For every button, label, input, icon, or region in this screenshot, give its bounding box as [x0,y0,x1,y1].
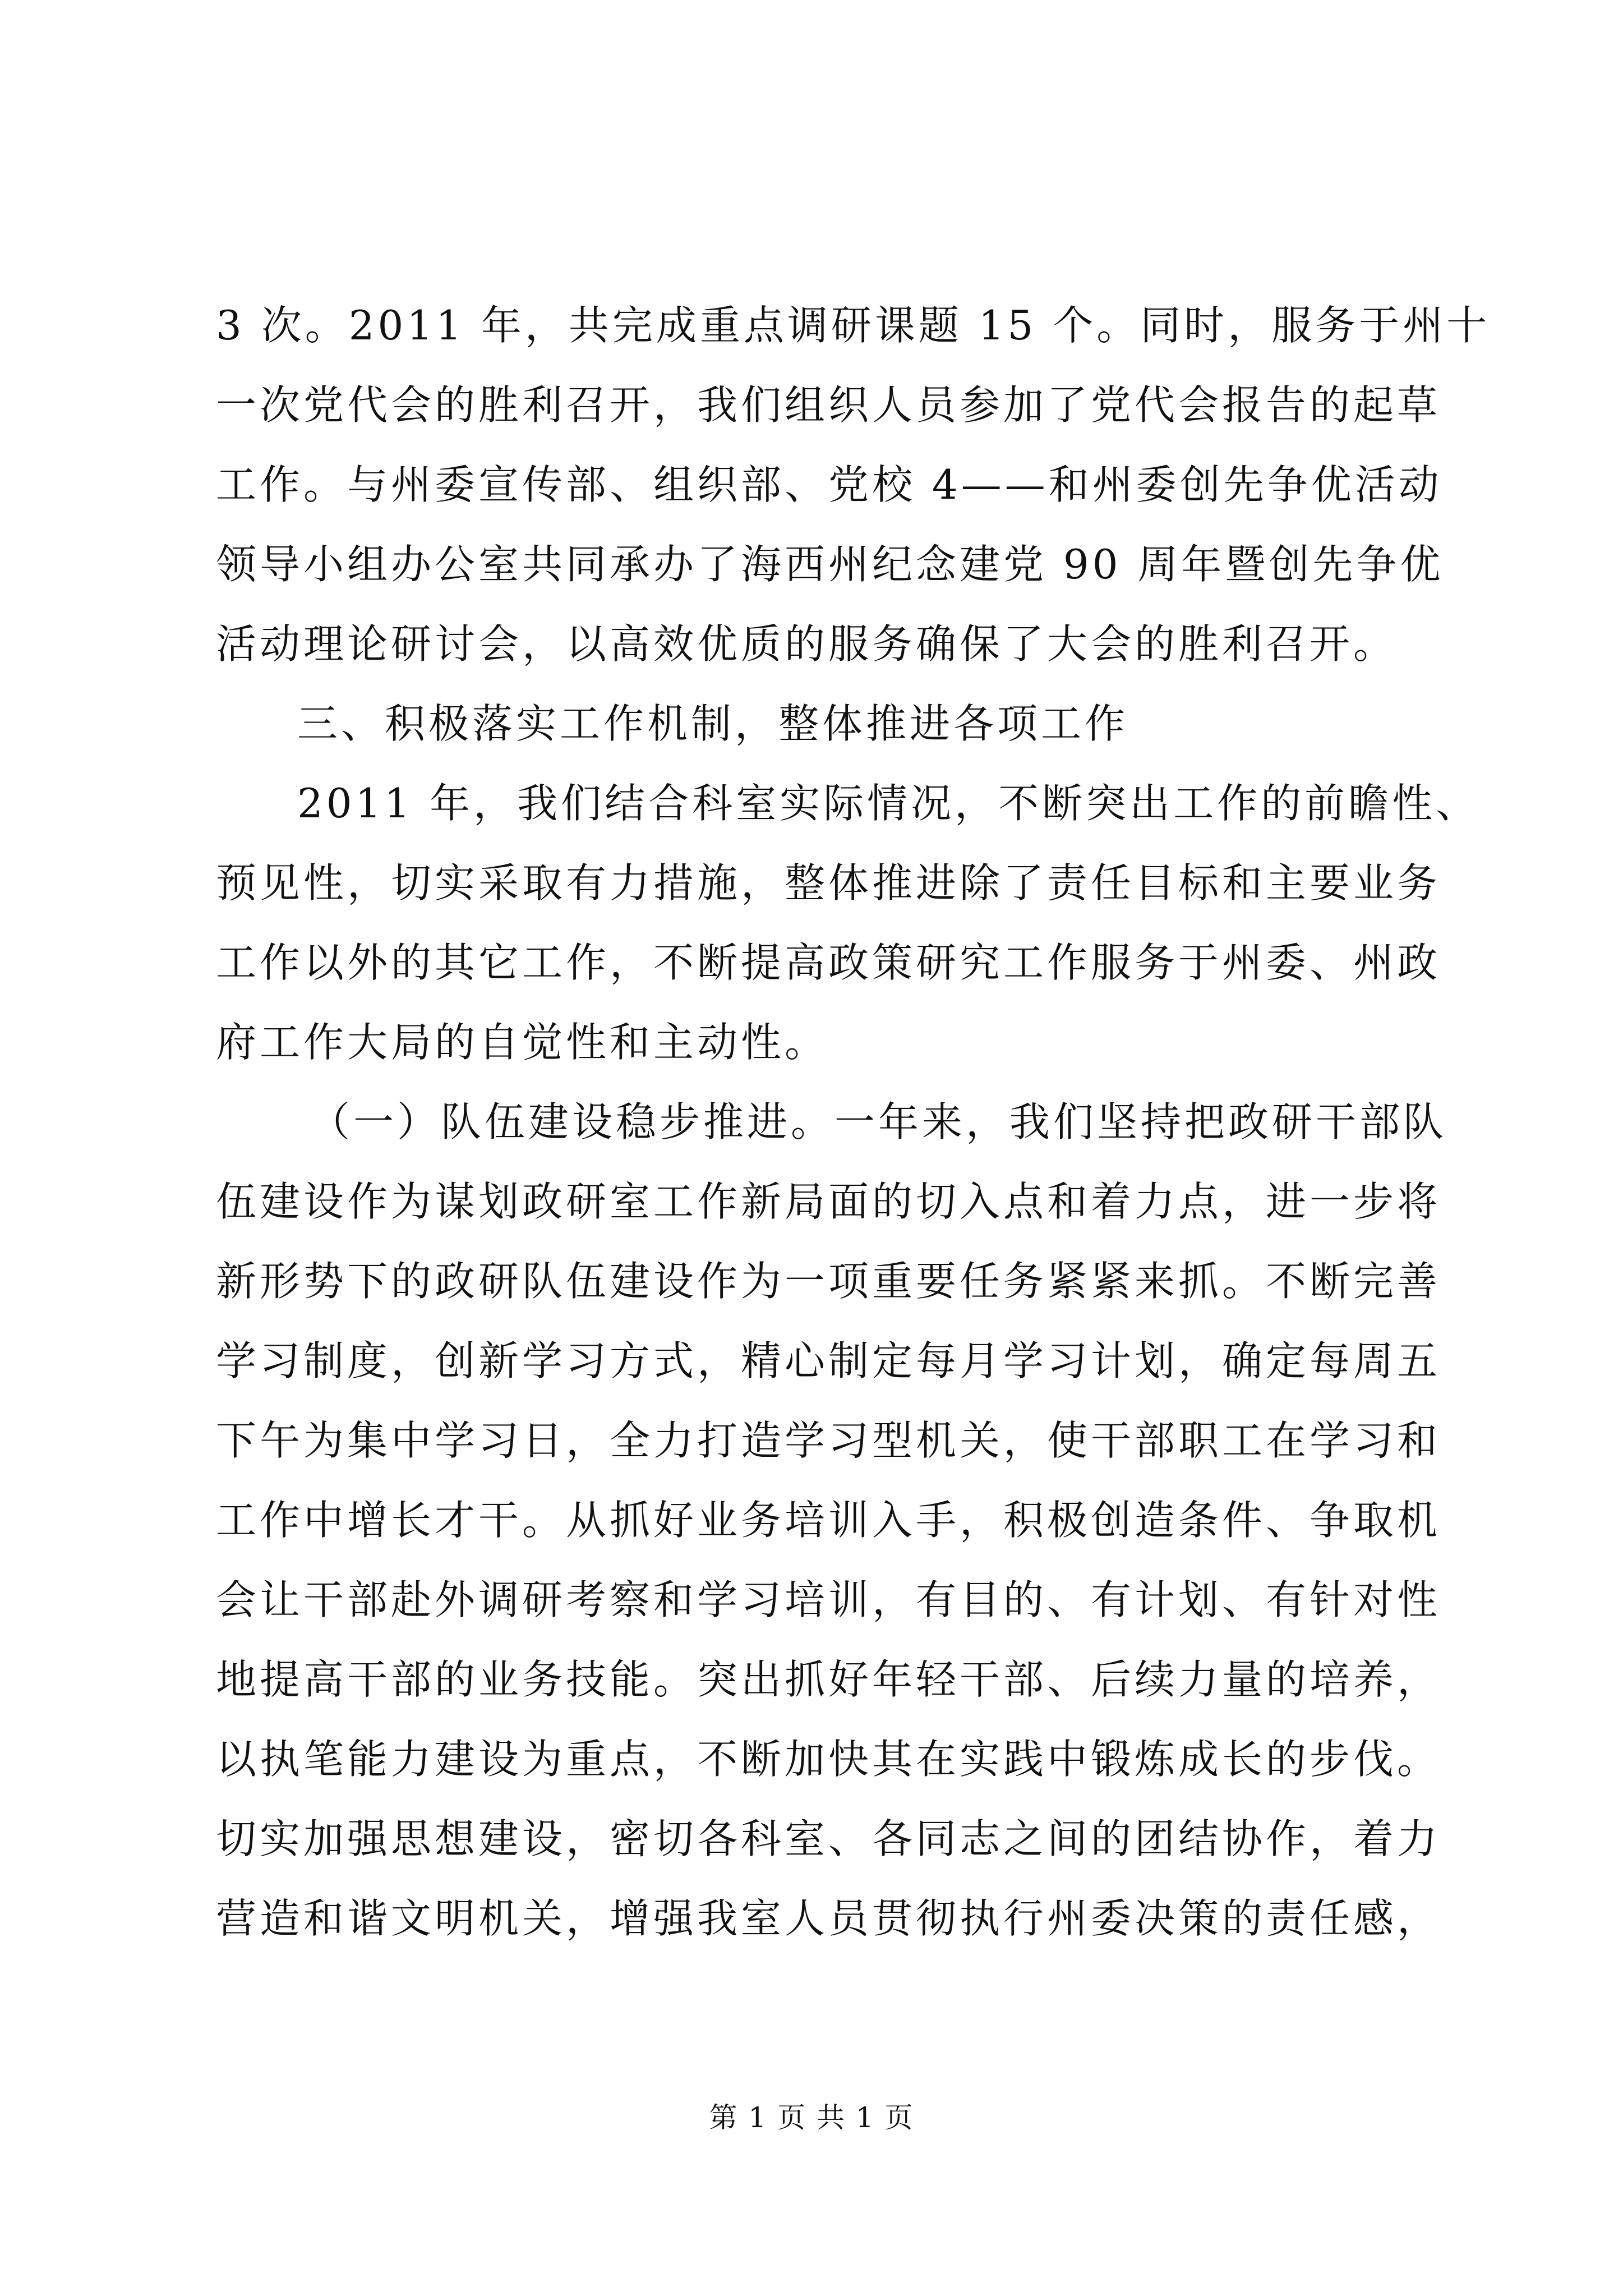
paragraph-line: 学习制度，创新学习方式，精心制定每月学习计划，确定每周五 [216,1337,1441,1384]
paragraph-line: 活动理论研讨会，以高效优质的服务确保了大会的胜利召开。 [216,620,1398,668]
paragraph-line: 一次党代会的胜利召开，我们组织人员参加了党代会报告的起草 [216,381,1441,429]
paragraph-line: 工作以外的其它工作，不断提高政策研究工作服务于州委、州政 [216,939,1441,986]
paragraph-line: 伍建设作为谋划政研室工作新局面的切入点和着力点，进一步将 [216,1178,1441,1225]
page-footer: 第 1 页 共 1 页 [709,2101,914,2134]
paragraph-line: 府工作大局的自觉性和主动性。 [216,1019,829,1066]
paragraph-line: 新形势下的政研队伍建设作为一项重要任务紧紧来抓。不断完善 [216,1258,1441,1305]
paragraph-line: 会让干部赴外调研考察和学习培训，有目的、有计划、有针对性 [216,1576,1441,1623]
paragraph-line: 切实加强思想建设，密切各科室、各同志之间的团结协作，着力 [216,1815,1441,1862]
paragraph-line: 地提高干部的业务技能。突出抓好年轻干部、后续力量的培养， [216,1656,1441,1703]
paragraph-line: 领导小组办公室共同承办了海西州纪念建党 90 周年暨创先争优 [216,541,1444,588]
paragraph-line: 预见性，切实采取有力措施，整体推进除了责任目标和主要业务 [216,859,1441,907]
paragraph-line: 2011 年，我们结合科室实际情况，不断突出工作的前瞻性、 [297,780,1480,827]
paragraph-line: 3 次。2011 年，共完成重点调研课题 15 个。同时，服务于州十 [216,302,1491,349]
paragraph-line: 下午为集中学习日，全力打造学习型机关，使干部职工在学习和 [216,1417,1441,1464]
subsection-line: （一）队伍建设稳步推进。一年来，我们坚持把政研干部队 [310,1098,1447,1145]
paragraph-line: 工作。与州委宣传部、组织部、党校 4——和州委创先争优活动 [216,461,1442,508]
paragraph-line: 营造和谐文明机关，增强我室人员贯彻执行州委决策的责任感， [216,1895,1441,1942]
paragraph-line: 以执笔能力建设为重点，不断加快其在实践中锻炼成长的步伐。 [216,1736,1441,1783]
paragraph-line: 工作中增长才干。从抓好业务培训入手，积极创造条件、争取机 [216,1497,1441,1544]
section-heading: 三、积极落实工作机制，整体推进各项工作 [297,700,1129,747]
